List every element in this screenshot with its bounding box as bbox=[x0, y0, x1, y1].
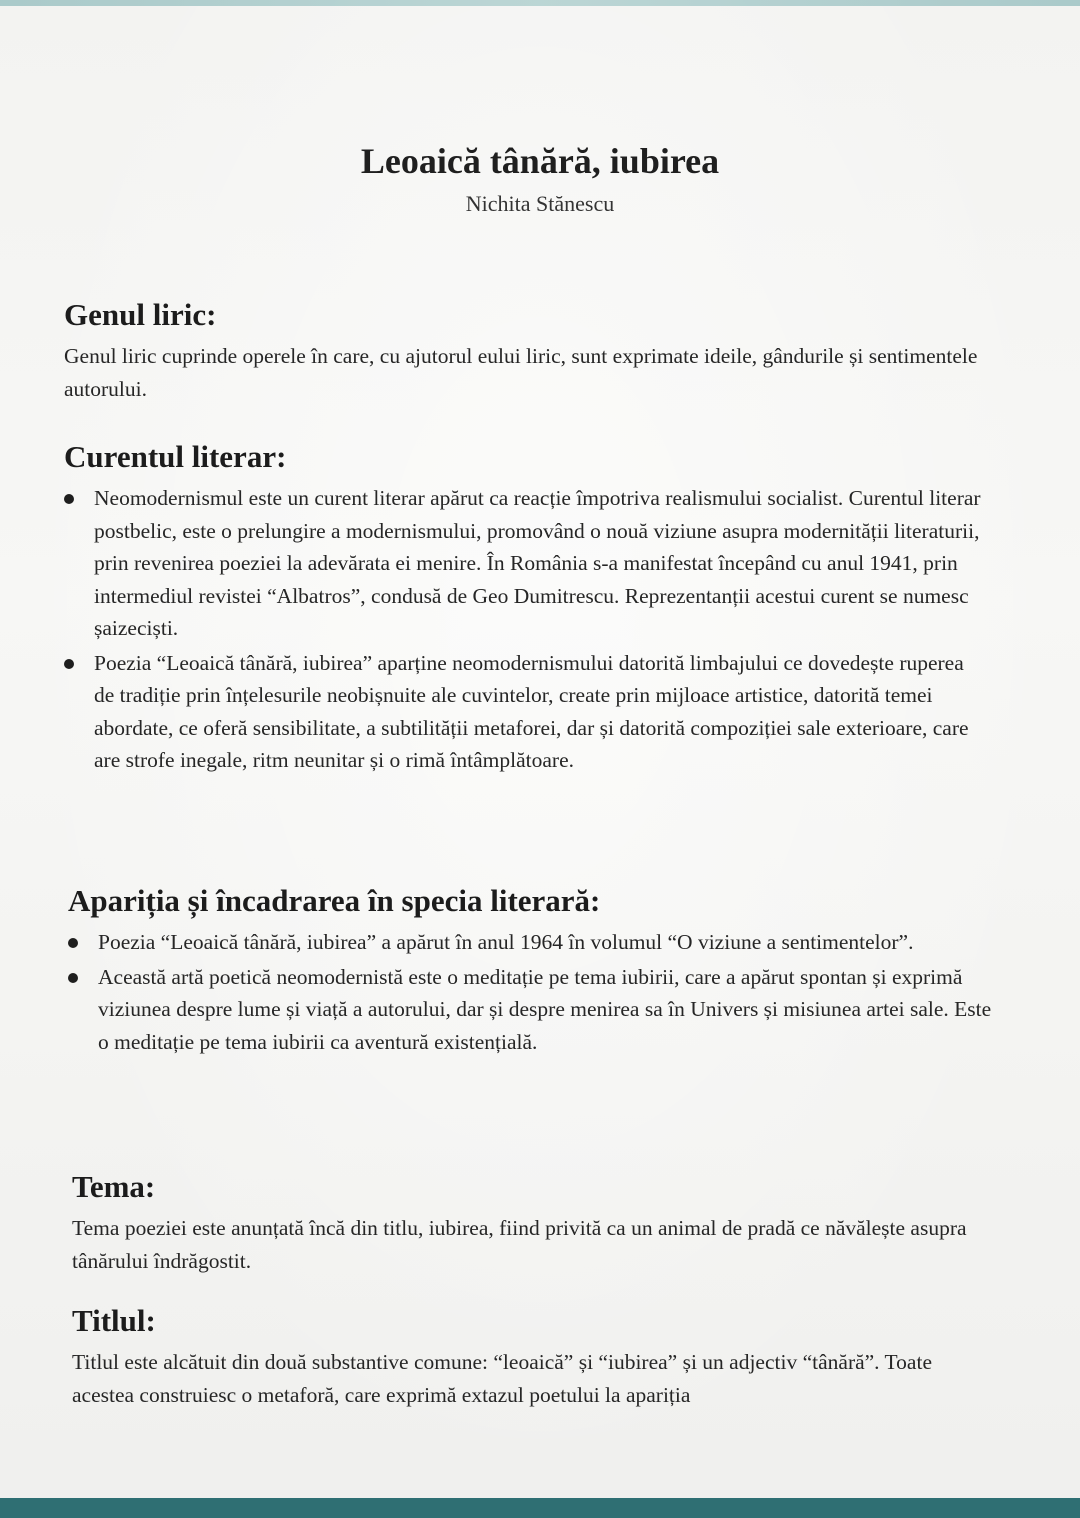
list-item-text: Această artă poetică neomodernistă este o meditație pe tema iubirii, care a apărut spontan și exprimă viziunea despre lume și viață a autorului, dar și despre menirea sa în Univers și misiunea artei sale. Este o meditație pe tema iubirii ca aventură existențială. bbox=[98, 965, 991, 1054]
section-aparitia bbox=[68, 882, 993, 1060]
list-item bbox=[68, 961, 993, 1059]
section-text: Titlul este alcătuit din două substantive comune: “leoaică” și “iubirea” și un adjectiv “tânără”. Toate acestea construiesc o metaforă, care exprimă extazul poetului la apariția bbox=[72, 1346, 992, 1411]
section-text: Genul liric cuprinde operele în care, cu ajutorul eului liric, sunt exprimate ideile, gândurile și sentimentele autorului. bbox=[64, 340, 994, 405]
document-title: Leoaică tânără, iubirea bbox=[0, 140, 1080, 182]
section-heading: Curentul literar: bbox=[64, 438, 989, 476]
list-item-text: Poezia “Leoaică tânără, iubirea” aparține neomodernismului datorită limbajului ce dovedește ruperea de tradiție prin înțelesurile neobișnuite ale cuvintelor, create prin mijloace artistice, datorită temei abordate, ce oferă sensibilitate, a subtilității metaforei, dar și datorită compoziției sale exterioare, care are strofe inegale, ritm neunitar și o rimă întâmplătoare. bbox=[94, 651, 969, 773]
section-tema bbox=[72, 1168, 987, 1277]
list-item-text: Neomodernismul este un curent literar apărut ca reacție împotriva realismului socialist. Curentul literar postbelic, este o prelungire a modernismului, promovând o nouă viziune asupra modernității literaturii, prin revenirea poeziei la adevărata ei menire. În România s-a manifestat începând cu anul 1941, prin intermediul revistei “Albatros”, condusă de Geo Dumitrescu. Reprezentanții acestui curent se numesc șaizeciști. bbox=[94, 486, 981, 640]
section-curentul-literar bbox=[64, 438, 989, 779]
page-top-edge bbox=[0, 0, 1080, 6]
section-heading: Tema: bbox=[72, 1168, 987, 1206]
document-author: Nichita Stănescu bbox=[0, 191, 1080, 217]
bullet-icon bbox=[64, 659, 74, 669]
bullet-icon bbox=[68, 938, 78, 948]
section-titlul bbox=[72, 1302, 992, 1411]
list-item bbox=[68, 926, 993, 959]
section-heading: Apariția și încadrarea în specia literară: bbox=[68, 882, 993, 920]
background-strip bbox=[0, 1498, 1080, 1518]
bullet-list bbox=[68, 926, 993, 1058]
list-item-text: Poezia “Leoaică tânără, iubirea” a apărut în anul 1964 în volumul “O viziune a sentimentelor”. bbox=[98, 930, 913, 954]
bullet-icon bbox=[68, 973, 78, 983]
bullet-icon bbox=[64, 494, 74, 504]
section-heading: Genul liric: bbox=[64, 296, 994, 334]
section-heading: Titlul: bbox=[72, 1302, 992, 1340]
section-genul-liric bbox=[64, 296, 994, 405]
list-item bbox=[64, 647, 989, 777]
section-text: Tema poeziei este anunțată încă din titlu, iubirea, fiind privită ca un animal de pradă ce năvălește asupra tânărului îndrăgostit. bbox=[72, 1212, 987, 1277]
list-item bbox=[64, 482, 989, 645]
bullet-list bbox=[64, 482, 989, 777]
